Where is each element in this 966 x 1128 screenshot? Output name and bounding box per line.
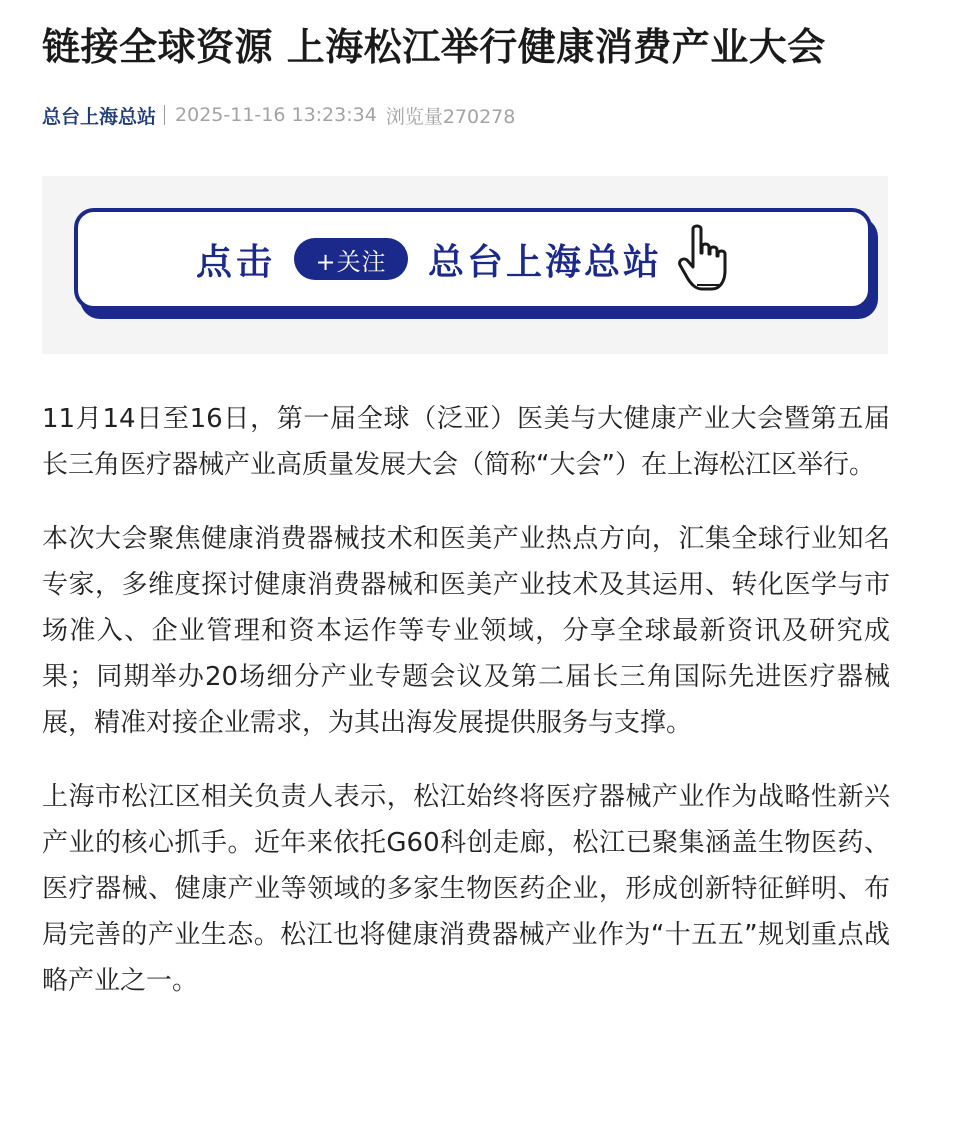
article: [42, 0, 890, 1032]
follow-banner[interactable]: [42, 176, 888, 354]
article-title: 链接全球资源 上海松江举行健康消费产业大会: [42, 25, 826, 69]
follow-button[interactable]: +关注: [294, 238, 408, 280]
station-name: 总台上海总站: [428, 241, 663, 283]
hand-pointer-icon: [676, 223, 732, 295]
article-body: [42, 396, 890, 1004]
paragraph: 上海市松江区相关负责人表示，松江始终将医疗器械产业作为战略性新兴产业的核心抓手。近年来依托G60科创走廊，松江已聚集涵盖生物医药、医疗器械、健康产业等领域的多家生物医药企业，形成创新特征鲜明、布局完善的产业生态。松江也将健康消费器械产业作为“十五五”规划重点战略产业之一。: [42, 782, 890, 996]
source-link[interactable]: 总台上海总站: [42, 105, 157, 128]
article-meta: [42, 100, 890, 130]
publish-datetime: 2025-11-16 13:23:34: [175, 104, 377, 126]
follow-card[interactable]: [74, 208, 872, 310]
paragraph: 11月14日至16日，第一届全球（泛亚）医美与大健康产业大会暨第五届长三角医疗器械产业高质量发展大会（简称“大会”）在上海松江区举行。: [42, 404, 890, 480]
meta-divider: [164, 105, 165, 125]
view-count: 浏览量270278: [385, 105, 516, 128]
click-label: 点击: [196, 241, 277, 283]
paragraph: 本次大会聚焦健康消费器械技术和医美产业热点方向，汇集全球行业知名专家，多维度探讨健康消费器械和医美产业技术及其运用、转化医学与市场准入、企业管理和资本运作等专业领域，分享全球最新资讯及研究成果；同期举办20场细分产业专题会议及第二届长三角国际先进医疗器械展，精准对接企业需求，为其出海发展提供服务与支撑。: [42, 524, 890, 738]
